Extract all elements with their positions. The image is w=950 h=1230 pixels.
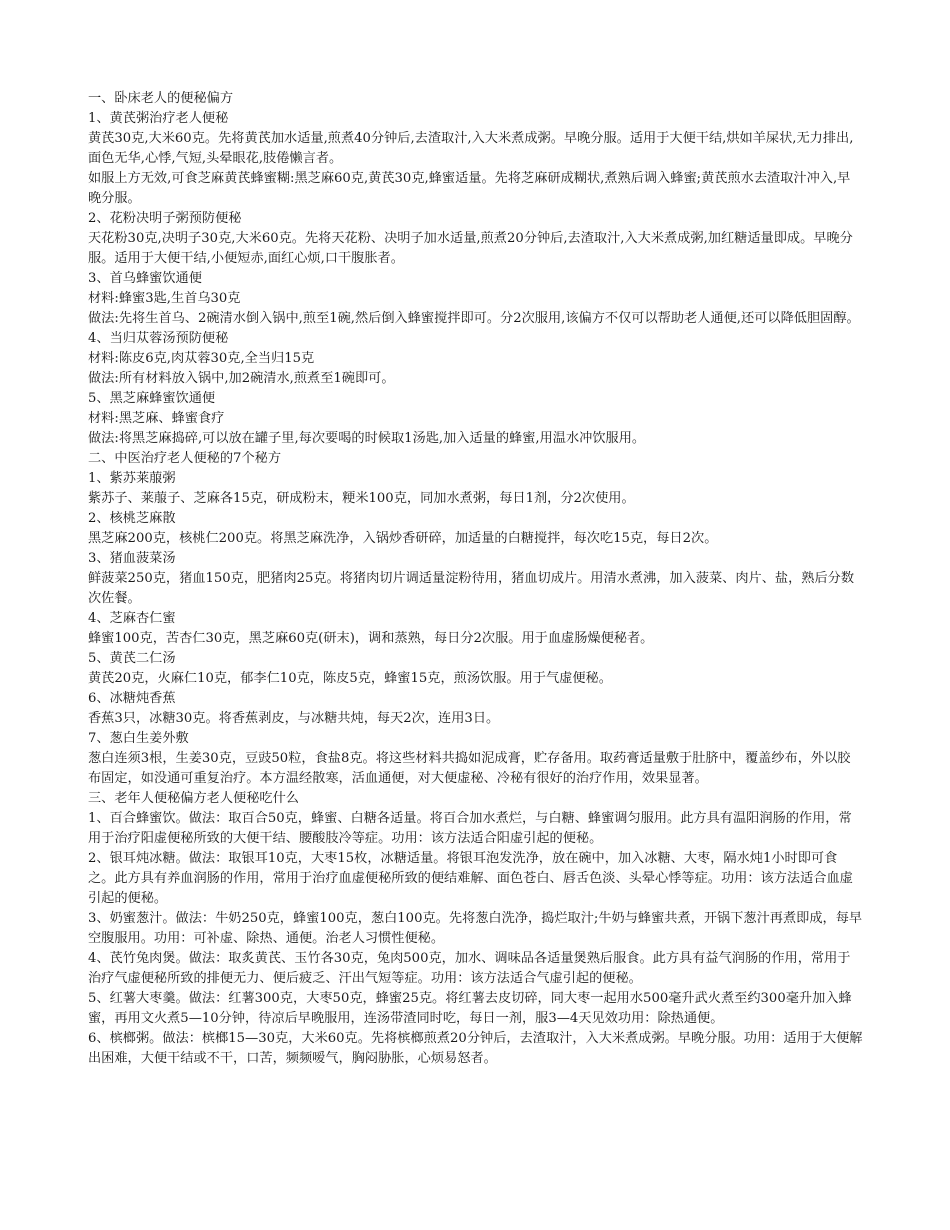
paragraph: 鲜菠菜250克，猪血150克，肥猪肉25克。将猪肉切片调适量淀粉待用，猪血切成片。用清水煮沸，加入菠菜、肉片、盐，熟后分数次佐餐。 xyxy=(88,571,855,606)
paragraph: 做法:所有材料放入锅中,加2碗清水,煎煮至1碗即可。 xyxy=(88,371,395,386)
item-heading: 7、葱白生姜外敷 xyxy=(88,731,189,746)
paragraph: 材料:蜂蜜3匙,生首乌30克 xyxy=(88,291,241,306)
paragraph: 紫苏子、莱菔子、芝麻各15克，研成粉末，粳米100克，同加水煮粥，每日1剂，分2次使用。 xyxy=(88,491,635,506)
item-heading: 4、芝麻杏仁蜜 xyxy=(88,611,176,626)
item-heading: 3、猪血菠菜汤 xyxy=(88,551,176,566)
paragraph: 做法:先将生首乌、2碗清水倒入锅中,煎至1碗,然后倒入蜂蜜搅拌即可。分2次服用,该偏方不仅可以帮助老人通便,还可以降低胆固醇。 xyxy=(88,311,860,326)
paragraph: 黄芪30克,大米60克。先将黄芪加水适量,煎煮40分钟后,去渣取汁,入大米煮成粥。早晚分服。适用于大便干结,烘如羊屎状,无力排出,面色无华,心悸,气短,头晕眼花,肢倦懒言者。 xyxy=(88,131,854,166)
paragraph: 如服上方无效,可食芝麻黄芪蜂蜜糊:黑芝麻60克,黄芪30克,蜂蜜适量。先将芝麻研成糊状,煮熟后调入蜂蜜;黄芪煎水去渣取汁冲入,早晚分服。 xyxy=(88,171,851,206)
paragraph: 做法:将黑芝麻捣碎,可以放在罐子里,每次要喝的时候取1汤匙,加入适量的蜂蜜,用温水冲饮服用。 xyxy=(88,431,646,446)
item-heading: 1、黄芪粥治疗老人便秘 xyxy=(88,111,229,126)
paragraph: 香蕉3只，冰糖30克。将香蕉剥皮，与冰糖共炖，每天2次，连用3日。 xyxy=(88,711,500,726)
item-heading: 3、首乌蜂蜜饮通便 xyxy=(88,271,202,286)
paragraph: 黄芪20克，火麻仁10克，郁李仁10克，陈皮5克，蜂蜜15克，煎汤饮服。用于气虚便秘。 xyxy=(88,671,612,686)
paragraph: 2、银耳炖冰糖。做法：取银耳10克，大枣15枚，冰糖适量。将银耳泡发洗净，放在碗中，加入冰糖、大枣，隔水炖1小时即可食之。此方具有养血润肠的作用，常用于治疗血虚便秘所致的便结难解、面色苍白、唇舌色淡、头晕心悸等症。功用：该方法适合血虚引起的便秘。 xyxy=(88,851,853,906)
item-heading: 2、花粉决明子粥预防便秘 xyxy=(88,211,242,226)
paragraph: 天花粉30克,决明子30克,大米60克。先将天花粉、决明子加水适量,煎煮20分钟后,去渣取汁,入大米煮成粥,加红糖适量即成。早晚分服。适用于大便干结,小便短赤,面红心烦,口干腹胀者。 xyxy=(88,231,853,266)
item-heading: 5、黑芝麻蜂蜜饮通便 xyxy=(88,391,216,406)
item-heading: 6、冰糖炖香蕉 xyxy=(88,691,176,706)
document-body xyxy=(88,89,863,1069)
section-heading-2: 二、中医治疗老人便秘的7个秘方 xyxy=(88,451,282,466)
paragraph: 材料:黑芝麻、蜂蜜食疗 xyxy=(88,411,225,426)
paragraph: 6、槟榔粥。做法：槟榔15—30克，大米60克。先将槟榔煎煮20分钟后，去渣取汁，入大米煮成粥。早晚分服。功用：适用于大便解出困难，大便干结或不干，口苦，频频嗳气，胸闷胁胀，心烦易怒者。 xyxy=(88,1031,863,1066)
section-heading-1: 一、卧床老人的便秘偏方 xyxy=(88,91,234,106)
paragraph: 蜂蜜100克，苦杏仁30克，黑芝麻60克(研末)，调和蒸熟，每日分2次服。用于血虚肠燥便秘者。 xyxy=(88,631,654,646)
item-heading: 2、核桃芝麻散 xyxy=(88,511,176,526)
section-heading-3: 三、老年人便秘偏方老人便秘吃什么 xyxy=(88,791,299,806)
paragraph: 材料:陈皮6克,肉苁蓉30克,全当归15克 xyxy=(88,351,315,366)
paragraph: 4、芪竹兔肉煲。做法：取炙黄芪、玉竹各30克，兔肉500克，加水、调味品各适量煲熟后服食。此方具有益气润肠的作用，常用于治疗气虚便秘所致的排便无力、便后疲乏、汗出气短等症。功用：该方法适合气虚引起的便秘。 xyxy=(88,951,851,986)
item-heading: 5、黄芪二仁汤 xyxy=(88,651,176,666)
paragraph: 黑芝麻200克，核桃仁200克。将黑芝麻洗净，入锅炒香研碎，加适量的白糖搅拌，每次吃15克，每日2次。 xyxy=(88,531,718,546)
paragraph: 1、百合蜂蜜饮。做法：取百合50克，蜂蜜、白糖各适量。将百合加水煮烂，与白糖、蜂蜜调匀服用。此方具有温阳润肠的作用，常用于治疗阳虚便秘所致的大便干结、腰酸肢冷等症。功用：该方法适合阳虚引起的便秘。 xyxy=(88,811,852,846)
paragraph: 5、红薯大枣羹。做法：红薯300克，大枣50克，蜂蜜25克。将红薯去皮切碎，同大枣一起用水500毫升武火煮至约300毫升加入蜂蜜，再用文火煮5—10分钟，待凉后早晚服用，连汤带渣同时吃，每日一剂，服3—4天见效功用：除热通便。 xyxy=(88,991,852,1026)
item-heading: 4、当归苁蓉汤预防便秘 xyxy=(88,331,229,346)
paragraph: 3、奶蜜葱汁。做法：牛奶250克，蜂蜜100克，葱白100克。先将葱白洗净，捣烂取汁;牛奶与蜂蜜共煮，开锅下葱汁再煮即成，每早空腹服用。功用：可补虚、除热、通便。治老人习惯性便秘。 xyxy=(88,911,863,946)
item-heading: 1、紫苏莱菔粥 xyxy=(88,471,176,486)
paragraph: 葱白连须3根，生姜30克，豆豉50粒，食盐8克。将这些材料共捣如泥成膏，贮存备用。取药膏适量敷于肚脐中，覆盖纱布，外以胶布固定，如没通可重复治疗。本方温经散寒，活血通便，对大便虚秘、冷秘有很好的治疗作用，效果显著。 xyxy=(88,751,851,786)
